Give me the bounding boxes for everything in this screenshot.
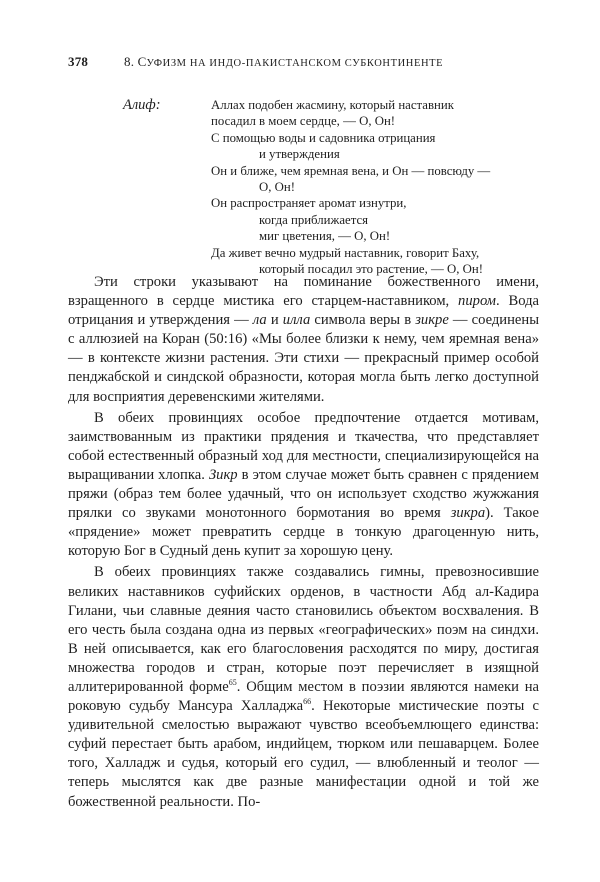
italic-term: ла [252,312,267,329]
italic-term: илла [282,312,311,329]
chapter-number: 8. [124,54,135,69]
text-run: Эти строки указывают на поминание божественного имени, взращенного в сердце мистика его старцем-наставником, [68,274,539,310]
italic-term: зикре [415,312,449,329]
poem-line: С помощью воды и садовника отрицания [211,130,436,145]
chapter-first-letter: С [137,54,147,69]
poem-line: О, Он! [259,180,295,195]
text-run: . Общим местом в поэзии являются намеки на роковую судьбу Мансура Халладжа [68,678,539,715]
italic-term: пиром [458,293,496,310]
text-run: в этом случае может быть сравнен с прядением пряжи (образ тем более удачный, что он использует сходство жужжания прялки со звуками монотонного бормотания во время [68,466,539,522]
text-run: . Некоторые мистические поэты с удивительной смелостью выражают чувство всеобъемлющего единства: суфий перестает быть арабом, индийцем, тюрком или пешаварцем. Более того, Халладж и судья, который его судил, — влюбленный и теолог — теперь мыслятся как две разные манифестации одной и той же божественной реальности. По- [68,698,539,810]
footnote-ref: 65 [228,678,237,688]
text-run: символа веры в [310,312,416,329]
chapter-title-rest: УФИЗМ НА ИНДО-ПАКИСТАНСКОМ СУБКОНТИНЕНТЕ [146,58,444,69]
italic-term: Зикр [208,466,238,483]
text-run: В обеих провинциях также создавались гимны, превозносившие великих наставников суфийских орденов, в частности Абд ал-Кадира Гилани, чьи славные деяния часто становились объектом восхваления. В его честь была создана одна из первых «географических» поэм на синдхи. В ней описывается, как его благословения расходятся по миру, достигая множества городов и стран, которые поэт перечисляет в изящной аллитерированной форме [68,564,539,695]
poem-line: когда приближается [259,212,369,227]
text-run: ). Такое «прядение» может превратить сердце в тонкую драгоценную нить, которую Бог в Судный день купит за хорошую цену. [68,505,539,560]
chapter-title [124,54,443,70]
poem-line: Да живет вечно мудрый наставник, говорит Баху, [211,245,480,260]
poem-line: миг цветения, — О, Он! [259,229,391,244]
body-paragraph [68,563,539,811]
poem-line: который посадил это растение, — О, Он! [259,262,483,277]
poem-line: посадил в моем сердце, — О, Он! [211,114,396,129]
poem-speaker: Алиф: [123,97,161,113]
body-text [68,273,539,812]
text-run: В обеих провинциях особое предпочтение отдается мотивам, заимствованным из практики прядения и ткачества, что представляет собой естественный образный ход для местности, специализирующейся на выращивании хлопка. [68,409,539,483]
poem-line: Он распространяет аромат изнутри, [211,196,407,211]
body-paragraph [68,273,539,407]
poem-lines [211,97,551,277]
italic-term: зикра [450,505,486,522]
page-number: 378 [68,54,89,69]
footnote-ref: 66 [303,697,312,707]
text-run: и [266,312,283,329]
text-run: . Вода отрицания и утверждения — [68,293,539,329]
text-run: — соединены с аллюзией на Коран (50:16) «Мы более близки к нему, чем яремная вена» — в контексте жизни растения. Эти стихи — прекрасный пример особой пенджабской и синдской образности, которая могла быть легко доступной для восприятия деревенскими жителями. [68,312,540,405]
body-paragraph [68,409,539,562]
poem-line: Он и ближе, чем яремная вена, и Он — повсюду — [211,163,491,178]
poem-line: и утверждения [259,147,340,162]
running-header [68,54,538,74]
poem-line: Аллах подобен жасмину, который наставник [211,98,454,112]
